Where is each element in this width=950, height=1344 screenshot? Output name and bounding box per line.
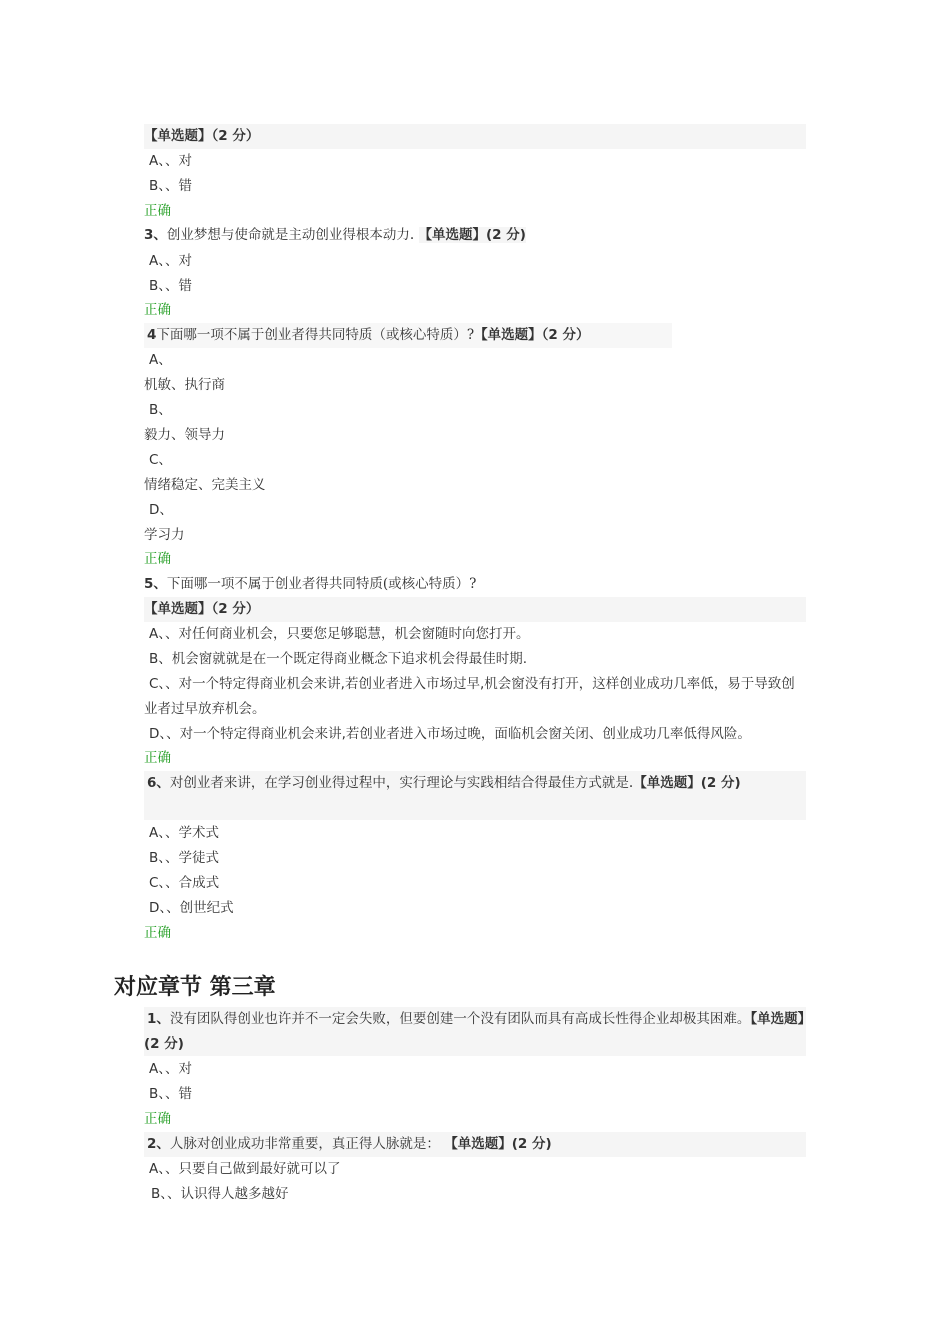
option-b-label: B、 bbox=[149, 402, 172, 418]
option-b: B、机会窗就就是在一个既定得商业概念下追求机会得最佳时期. bbox=[149, 651, 528, 667]
option-b: B、、错 bbox=[149, 178, 193, 194]
option-c: C、、合成式 bbox=[149, 875, 220, 891]
question-type-tag: 【单选题】(2 分) bbox=[418, 227, 526, 243]
option-d: D、、对一个特定得商业机会来讲,若创业者进入市场过晚，面临机会窗关闭、创业成功几率低得风险。 bbox=[149, 726, 751, 742]
option-a-text: 机敏、执行商 bbox=[144, 377, 225, 393]
option-b: B、、错 bbox=[149, 278, 193, 294]
option-a: A、、对 bbox=[149, 153, 192, 169]
answer-result: 正确 bbox=[144, 302, 171, 318]
question-4 bbox=[144, 323, 672, 348]
question-5 bbox=[144, 572, 476, 597]
question-type-tag: 【单选题】(2 分) bbox=[144, 1011, 805, 1052]
option-b: B、、认识得人越多越好 bbox=[151, 1186, 289, 1202]
option-c: C、、对一个特定得商业机会来讲,若创业者进入市场过早,机会窗没有打开，这样创业成功几率低，易于导致创业者过早放弃机会。 bbox=[144, 676, 795, 717]
option-c-label: C、 bbox=[149, 452, 172, 468]
chapter3-question-2 bbox=[144, 1132, 806, 1157]
question-type-tag: 【单选题】（2 分） bbox=[144, 601, 260, 617]
question-text: 人脉对创业成功非常重要，真正得人脉就是： bbox=[169, 1136, 440, 1152]
option-d-text: 学习力 bbox=[144, 527, 185, 543]
answer-result: 正确 bbox=[144, 750, 171, 766]
question-number: 3、 bbox=[144, 227, 167, 243]
option-a: A、、学术式 bbox=[149, 825, 219, 841]
question-number: 4 bbox=[147, 327, 157, 343]
answer-result: 正确 bbox=[144, 551, 171, 567]
question-3 bbox=[144, 223, 526, 248]
option-d: D、、创世纪式 bbox=[149, 900, 234, 916]
answer-result: 正确 bbox=[144, 1111, 171, 1127]
answer-result: 正确 bbox=[144, 925, 171, 941]
question-number: 2、 bbox=[147, 1136, 170, 1152]
question-type-tag: 【单选题】（2 分） bbox=[144, 128, 260, 144]
question-6 bbox=[144, 771, 806, 820]
question-type-tag: 【单选题】(2 分) bbox=[633, 775, 741, 791]
question-header bbox=[144, 124, 806, 149]
question-number: 1、 bbox=[147, 1011, 170, 1027]
option-a: A、、对 bbox=[149, 1061, 192, 1077]
chapter-heading: 对应章节 第三章 bbox=[114, 975, 276, 1000]
question-header bbox=[144, 597, 806, 622]
option-c-text: 情绪稳定、完美主义 bbox=[144, 477, 266, 493]
option-b: B、、学徒式 bbox=[149, 850, 220, 866]
chapter3-question-1 bbox=[144, 1007, 806, 1056]
answer-result: 正确 bbox=[144, 203, 171, 219]
question-text: 没有团队得创业也许并不一定会失败，但要创建一个没有团队而具有高成长性得企业却极其困难。 bbox=[169, 1011, 751, 1027]
question-text: 下面哪一项不属于创业者得共同特质(或核心特质）? bbox=[166, 576, 477, 592]
option-b-text: 毅力、领导力 bbox=[144, 427, 225, 443]
question-number: 5、 bbox=[144, 576, 167, 592]
option-a: A、、对 bbox=[149, 253, 192, 269]
question-text: 创业梦想与使命就是主动创业得根本动力. bbox=[166, 227, 415, 243]
question-type-tag: 【单选题】(2 分) bbox=[444, 1136, 552, 1152]
question-type-tag: 【单选题】（2 分） bbox=[474, 327, 590, 343]
option-a: A、、只要自己做到最好就可以了 bbox=[149, 1161, 341, 1177]
option-d-label: D、 bbox=[149, 502, 173, 518]
option-a: A、、对任何商业机会，只要您足够聪慧，机会窗随时向您打开。 bbox=[149, 626, 530, 642]
question-text: 下面哪一项不属于创业者得共同特质（或核心特质）? bbox=[156, 327, 475, 343]
option-b: B、、错 bbox=[149, 1086, 193, 1102]
option-a-label: A、 bbox=[149, 352, 172, 368]
question-text: 对创业者来讲，在学习创业得过程中，实行理论与实践相结合得最佳方式就是. bbox=[169, 775, 634, 791]
question-number: 6、 bbox=[147, 775, 170, 791]
